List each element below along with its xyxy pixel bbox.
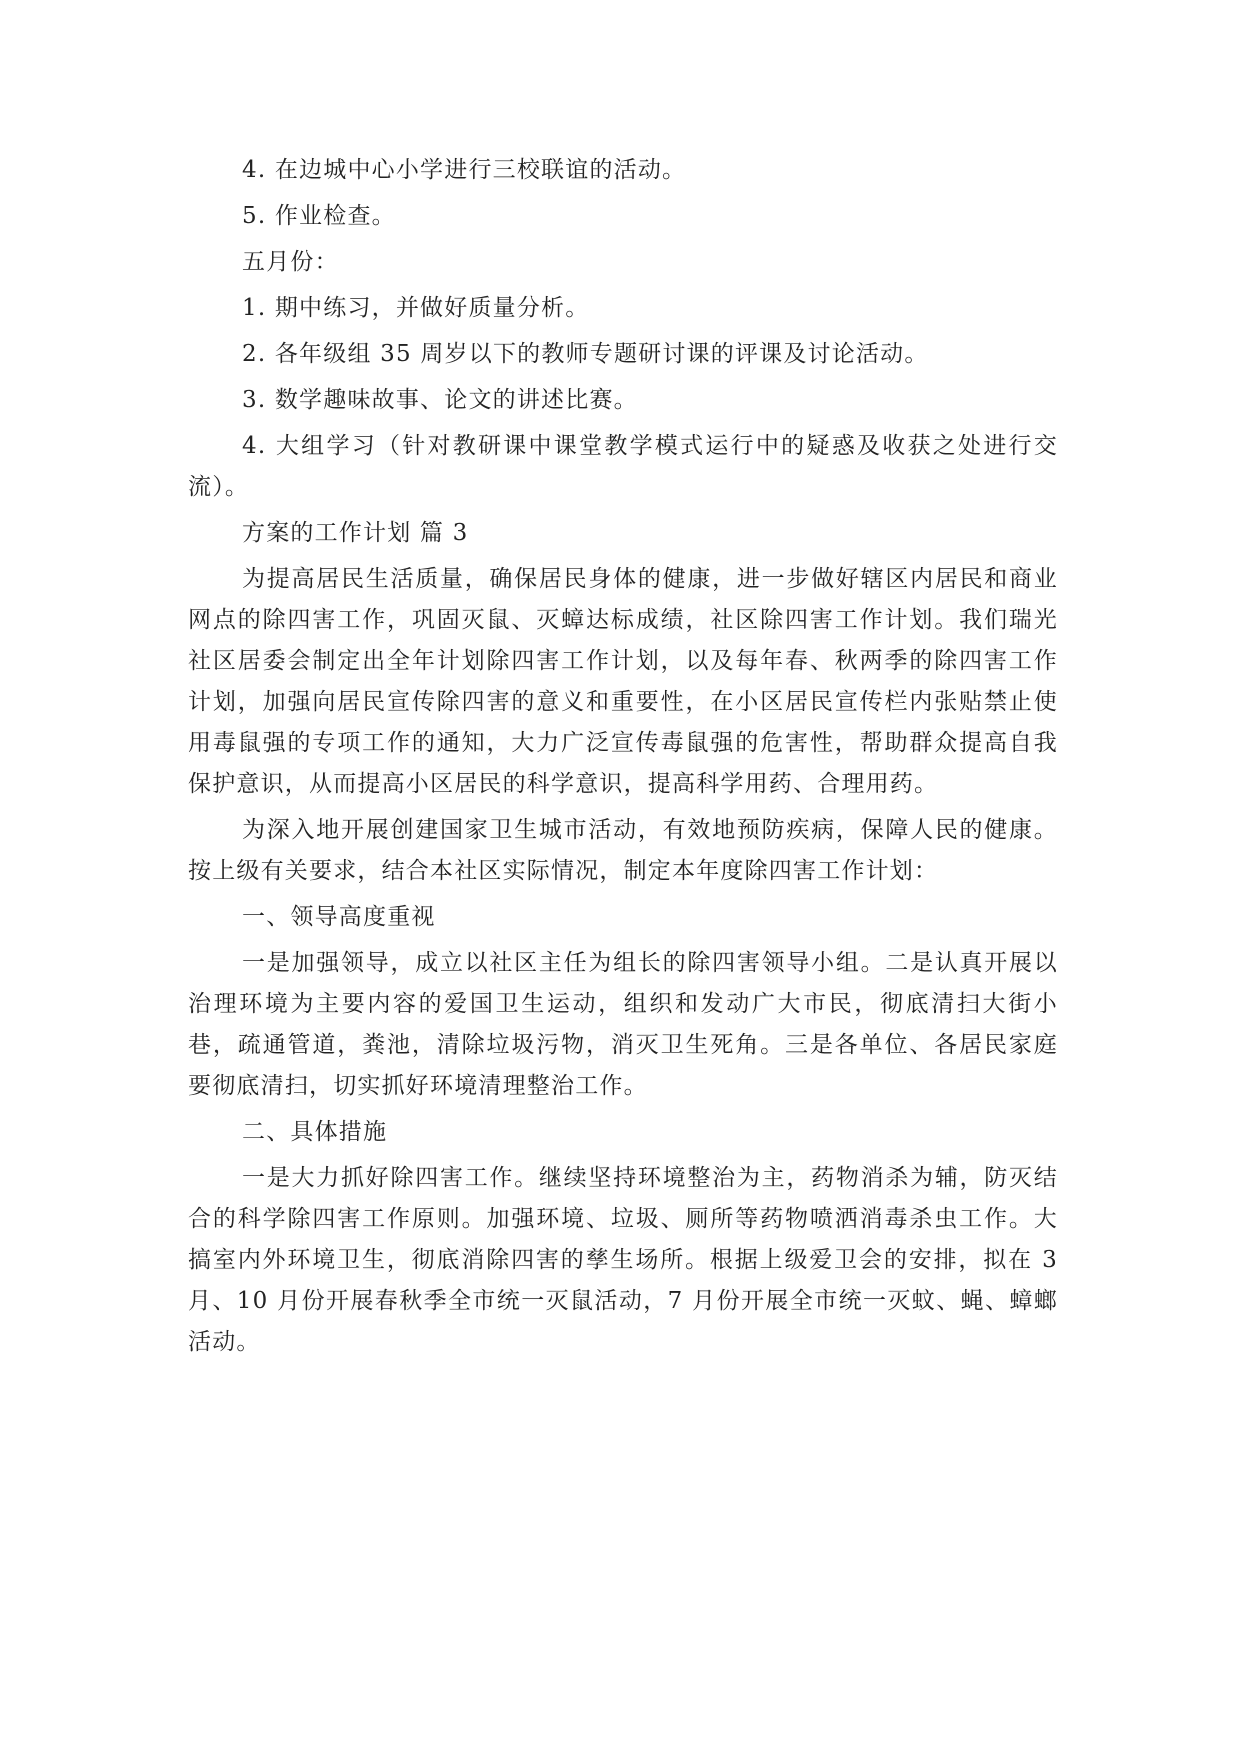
body-paragraph: 一是大力抓好除四害工作。继续坚持环境整治为主，药物消杀为辅，防灭结合的科学除四害工作原则。加强环境、垃圾、厕所等药物喷洒消毒杀虫工作。大搞室内外环境卫生，彻底消除四害的孳生场所。根据上级爱卫会的安排，拟在 3 月、10 月份开展春秋季全市统一灭鼠活动，7 月份开展全市统一灭蚊、蝇、蟑螂活动。 [188,1165,1058,1355]
body-paragraph: 为深入地开展创建国家卫生城市活动，有效地预防疾病，保障人民的健康。按上级有关要求，结合本社区实际情况，制定本年度除四害工作计划： [188,817,1058,884]
list-item-homework-check: 5. 作业检查。 [242,203,396,229]
body-paragraph: 一是加强领导，成立以社区主任为组长的除四害领导小组。二是认真开展以治理环境为主要内容的爱国卫生运动，组织和发动广大市民，彻底清扫大街小巷，疏通管道，粪池，清除垃圾污物，消灭卫生死角。三是各单位、各居民家庭要彻底清扫，切实抓好环境清理整治工作。 [188,950,1058,1099]
subheading-measures: 二、具体措施 [242,1119,388,1145]
document-page [188,150,1058,1363]
list-item-midterm: 1. 期中练习，并做好质量分析。 [242,295,590,321]
list-item-math-contest: 3. 数学趣味故事、论文的讲述比赛。 [242,387,638,413]
month-heading-may: 五月份： [242,249,339,275]
body-paragraph: 为提高居民生活质量，确保居民身体的健康，进一步做好辖区内居民和商业网点的除四害工作，巩固灭鼠、灭蟑达标成绩，社区除四害工作计划。我们瑞光社区居委会制定出全年计划除四害工作计划，以及每年春、秋两季的除四害工作计划，加强向居民宣传除四害的意义和重要性，在小区居民宣传栏内张贴禁止使用毒鼠强的专项工作的通知，大力广泛宣传毒鼠强的危害性，帮助群众提高自我保护意识，从而提高小区居民的科学意识，提高科学用药、合理用药。 [188,566,1058,797]
subheading-leadership: 一、领导高度重视 [242,904,436,930]
list-item-seminar: 2. 各年级组 35 周岁以下的教师专题研讨课的评课及讨论活动。 [242,341,929,367]
list-item-school-exchange: 4. 在边城中心小学进行三校联谊的活动。 [242,157,687,183]
list-item-group-study: 4. 大组学习（针对教研课中课堂教学模式运行中的疑惑及收获之处进行交流）。 [188,433,1058,500]
section-title: 方案的工作计划 篇 3 [242,520,469,546]
